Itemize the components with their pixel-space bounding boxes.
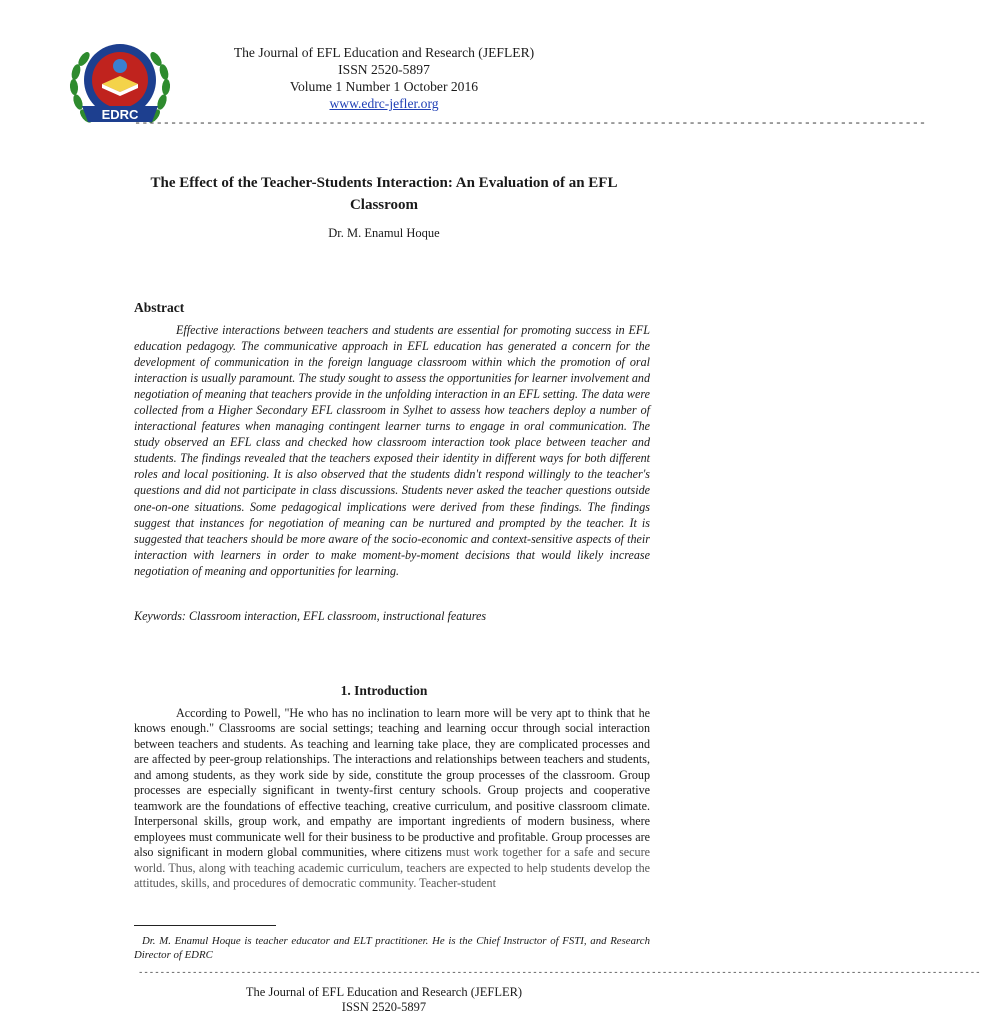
introduction-heading: 1. Introduction bbox=[340, 683, 428, 698]
introduction-text: According to Powell, "He who has no inclination to learn more will be very apt to think that he knows enough." Classrooms are social settings; teaching and learning occur through social interaction between teachers and students. As teaching and learning take place, they are complicated processes and are affected by peer-group relationships. The interactions and relationships between teachers and students, and among students, as they work side by side, constitute the group processes of the classroom. Group processes are especially significant in twenty-first century schools. Group projects and cooperative teamwork are the foundations of effective teaching, creative curriculum, and positive classroom climate. Interpersonal skills, group work, and empathy are important ingredients of modern business, where employees must communicate well for their business to be productive and profitable. Group processes are also significant in modern global communities, where citizens bbox=[134, 706, 650, 860]
footnote-rule bbox=[134, 925, 276, 926]
header-divider: -------------------------------------------------------------------------------------------------------------- bbox=[134, 116, 927, 130]
paper-author: Dr. M. Enamul Hoque bbox=[328, 226, 440, 240]
abstract-text: Effective interactions between teachers and students are essential for promoting success in EFL education pedagogy. The communicative approach in EFL education has generated a concern for the development of communication in the foreign language classroom within which the promotion of oral interaction is usually paramount. The study sought to assess the opportunities for learner involvement and negotiation of meaning that teachers provide in the unfolding interaction in an EFL setting. The data were collected from a Higher Secondary EFL classroom in Sylhet to assess how teachers deploy a number of interactional features when managing contingent learner turns to engage in oral communication. The study observed an EFL class and checked how classroom interaction took place between teacher and students. The findings revealed that the teachers exposed their identity in different ways for both different roles and local positioning. It is also observed that the students didn't respond willingly to the teacher's questions and did not participate in class discussions. Students never asked the teacher questions outside one-on-one situations. Some pedagogical implications were derived from these findings. The findings suggest that instances for negotiation of meaning can be nurtured and prompted by the teacher. It is suggested that teachers should be more aware of the socio-economic and context-sensitive aspects of their interaction with learners in order to make moment-by-moment decisions that would likely increase negotiation of meaning and opportunities for learning. bbox=[134, 323, 650, 578]
footer-journal: The Journal of EFL Education and Research (JEFLER) bbox=[245, 985, 523, 999]
header-journal: The Journal of EFL Education and Research (JEFLER) bbox=[233, 45, 535, 60]
introduction-text-faded: must work together for a safe and secure world. Thus, along with teaching academic curriculum, teachers are expected to help students develop the attitudes, skills, and procedures of democratic community. Teacher-student bbox=[134, 845, 650, 890]
header-volume: Volume 1 Number 1 October 2016 bbox=[289, 79, 479, 94]
abstract-body bbox=[134, 322, 650, 579]
logo-text: EDRC bbox=[101, 107, 139, 122]
footer-issn: ISSN 2520-5897 bbox=[341, 1000, 427, 1014]
introduction-body bbox=[134, 706, 650, 891]
paper-title: The Effect of the Teacher-Students Interaction: An Evaluation of an EFL Classroom bbox=[150, 175, 618, 213]
abstract-heading: Abstract bbox=[134, 300, 185, 315]
header-issn: ISSN 2520-5897 bbox=[338, 62, 430, 77]
footnote bbox=[134, 934, 650, 962]
keywords: Keywords: Classroom interaction, EFL classroom, instructional features bbox=[134, 609, 487, 623]
footer-divider: ------------------------------------------------------------------------------------------------------------------------------------------------------------ bbox=[138, 968, 981, 978]
header-website-link[interactable]: www.edrc-jefler.org bbox=[329, 96, 439, 111]
footnote-text: Dr. M. Enamul Hoque is teacher educator and ELT practitioner. He is the Chief Instructor of FSTI, and Research Director of EDRC bbox=[134, 935, 650, 961]
